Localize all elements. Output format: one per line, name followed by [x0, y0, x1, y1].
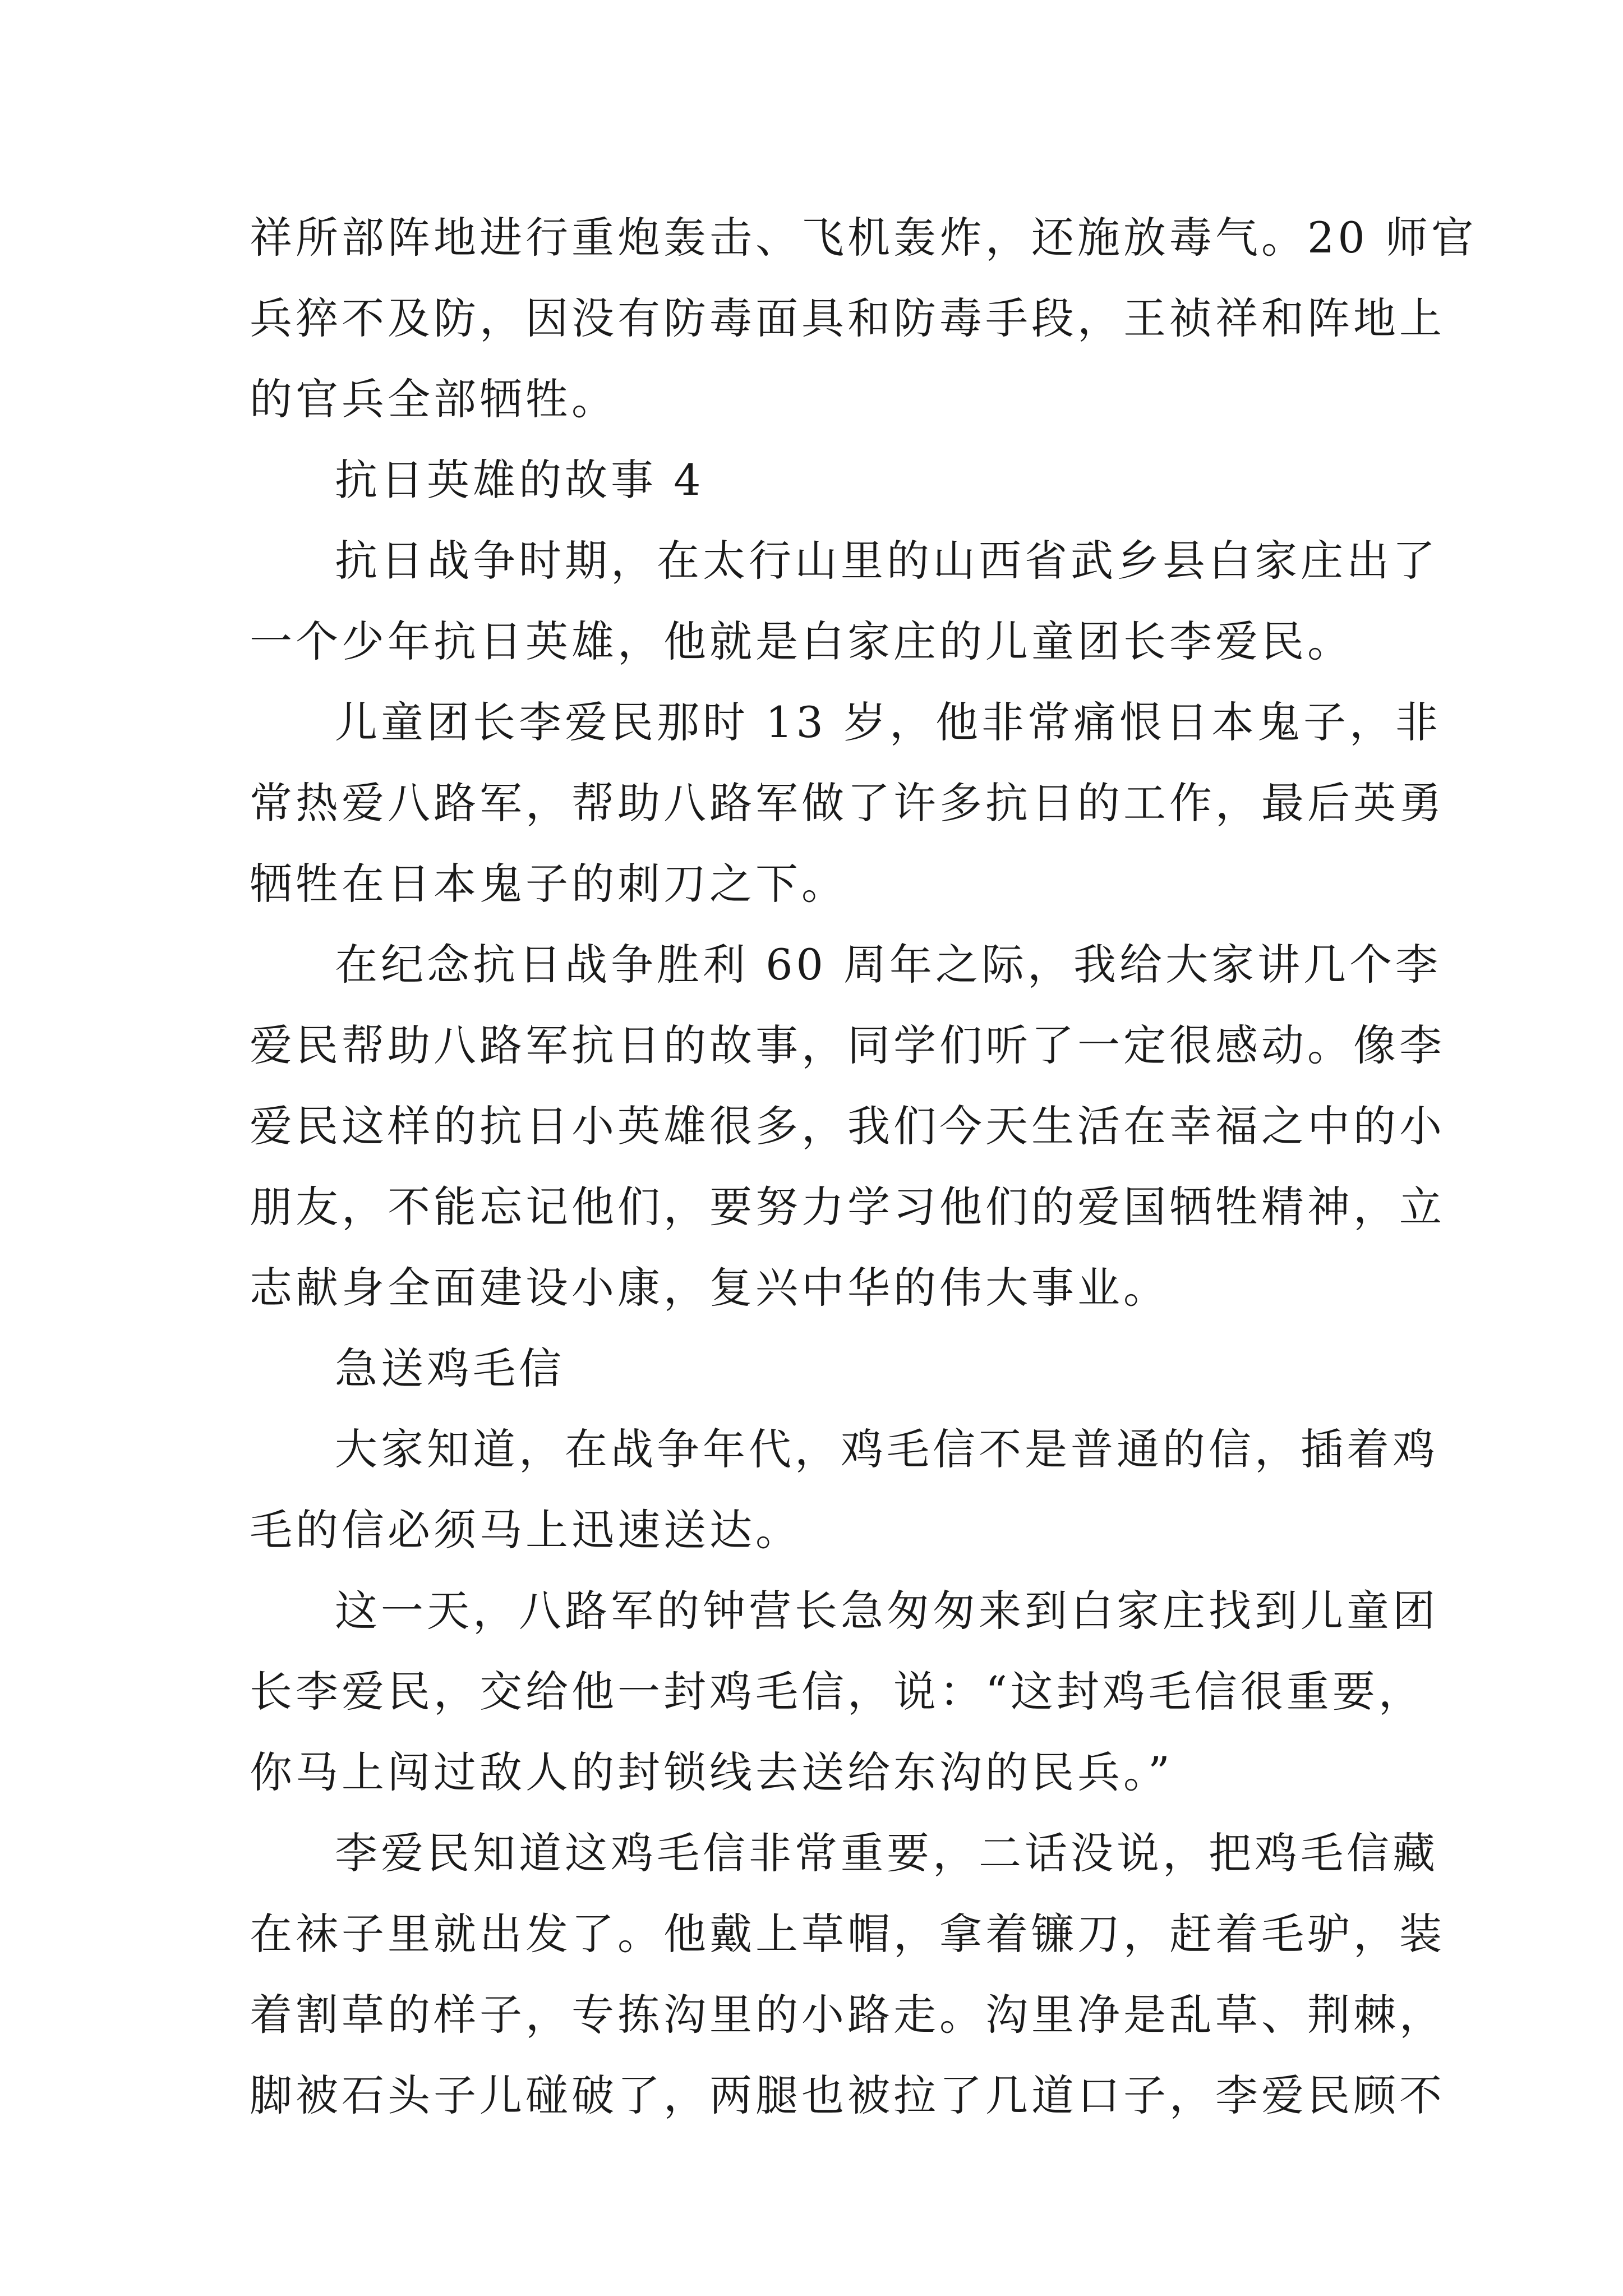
text-line: 志献身全面建设小康，复兴中华的伟大事业。: [250, 1263, 1169, 1313]
text-line: 爱民这样的抗日小英雄很多，我们今天生活在幸福之中的小: [250, 1101, 1445, 1151]
text-line: 大家知道，在战争年代，鸡毛信不是普通的信，插着鸡: [335, 1424, 1438, 1474]
body-text: [250, 197, 1477, 2136]
text-line: 在袜子里就出发了。他戴上草帽，拿着镰刀，赶着毛驴，装: [250, 1909, 1445, 1959]
text-line: 急送鸡毛信: [335, 1343, 565, 1393]
text-line: 长李爱民，交给他一封鸡毛信，说：“这封鸡毛信很重要，: [250, 1667, 1424, 1717]
text-line: 儿童团长李爱民那时 13 岁，他非常痛恨日本鬼子，非: [335, 697, 1442, 747]
text-line: 牺牲在日本鬼子的刺刀之下。: [250, 859, 847, 909]
text-line: 抗日英雄的故事 4: [335, 455, 704, 505]
text-line: 祥所部阵地进行重炮轰击、飞机轰炸，还施放毒气。20 师官: [250, 213, 1477, 263]
text-line: 在纪念抗日战争胜利 60 周年之际，我给大家讲几个李: [335, 940, 1442, 990]
text-line: 这一天，八路军的钟营长急匆匆来到白家庄找到儿童团: [335, 1586, 1438, 1636]
text-line: 脚被石头子儿碰破了，两腿也被拉了几道口子，李爱民顾不: [250, 2070, 1445, 2120]
text-line: 的官兵全部牺牲。: [250, 374, 617, 424]
text-line: 兵猝不及防，因没有防毒面具和防毒手段，王祯祥和阵地上: [250, 293, 1445, 343]
text-line: 常热爱八路军，帮助八路军做了许多抗日的工作，最后英勇: [250, 778, 1445, 828]
text-line: 毛的信必须马上迅速送达。: [250, 1505, 801, 1555]
text-line: 朋友，不能忘记他们，要努力学习他们的爱国牺牲精神，立: [250, 1182, 1445, 1232]
text-line: 你马上闯过敌人的封锁线去送给东沟的民兵。”: [250, 1747, 1173, 1797]
text-line: 着割草的样子，专拣沟里的小路走。沟里净是乱草、荆棘，: [250, 1990, 1445, 2040]
text-line: 爱民帮助八路军抗日的故事，同学们听了一定很感动。像李: [250, 1020, 1445, 1070]
text-line: 一个少年抗日英雄，他就是白家庄的儿童团长李爱民。: [250, 616, 1353, 666]
text-line: 抗日战争时期，在太行山里的山西省武乡县白家庄出了: [335, 536, 1438, 586]
text-line: 李爱民知道这鸡毛信非常重要，二话没说，把鸡毛信藏: [335, 1828, 1438, 1878]
